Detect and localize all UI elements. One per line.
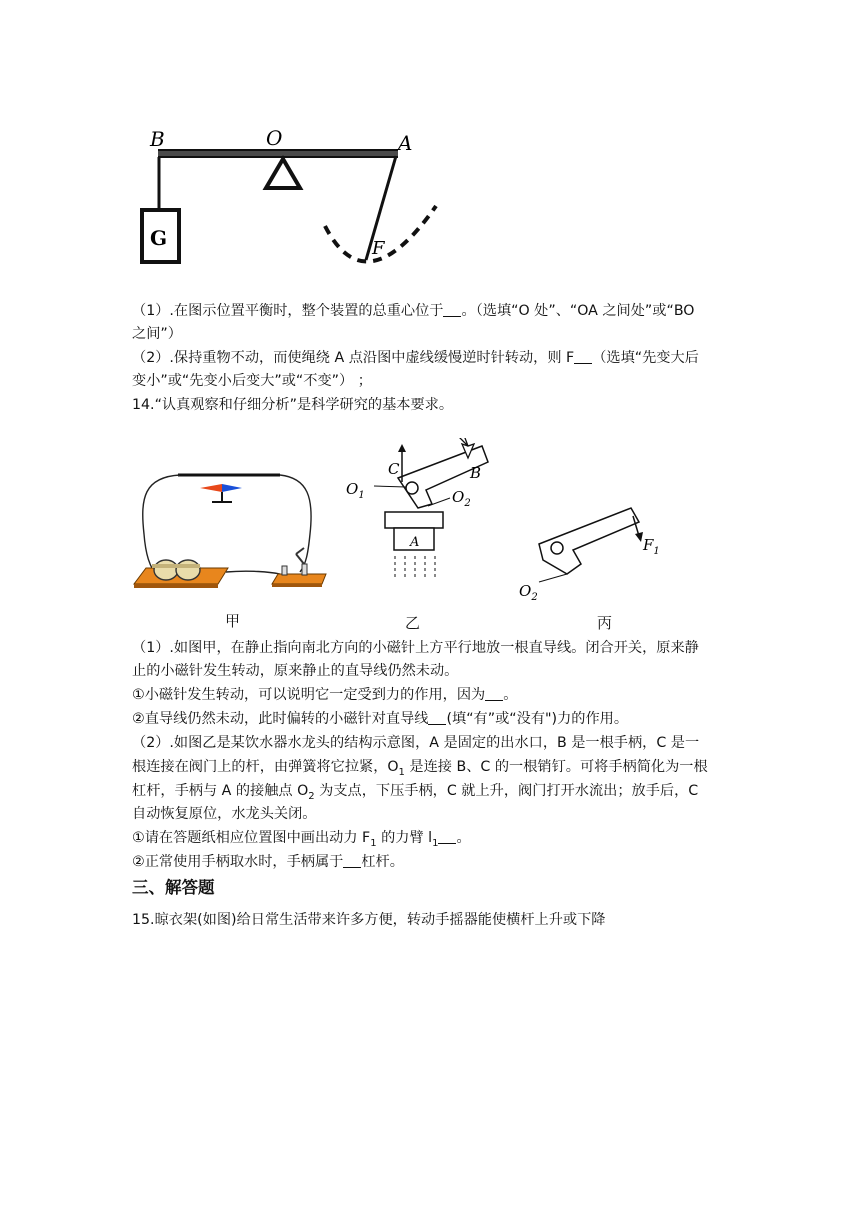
caption-yi: 乙 [405,614,421,632]
q13-part1-line2: 之间”） [132,326,182,342]
q14-part1-a: ①小磁针发生转动，可以说明它一定受到力的作用，因为 。 [132,687,518,703]
caption-jia: 甲 [225,612,241,630]
lever-bar [158,150,398,157]
figure-yi [340,438,505,588]
label-g: G [150,226,168,250]
label-f: F [372,238,385,259]
q14-part2-line2: 根连接在阀门上的杆，由弹簧将它拉紧，$O_1$ 是连接 B、C 的一根销钉。可将手柄简化为一根 [132,759,708,778]
figure-bing [515,500,675,605]
q13-part2: （2）.保持重物不动，而使绳绕 A 点沿图中虚线缓慢逆时针转动，则 F （选填“先变大后 [132,350,699,366]
q14-part2-line1: （2）.如图乙是某饮水器水龙头的结构示意图，A 是固定的出水口，B 是一根手柄，C 是一 [132,735,700,751]
label-a: A [410,535,420,550]
label-o1: $O_1$ [346,480,365,501]
lever-figure [130,128,450,280]
label-o2: $O_2$ [519,582,538,603]
q13-part2-line2: 变小”或“先变小后变大”或“不变”） ； [132,373,372,389]
battery-holder [134,560,228,588]
label-a: A [398,131,413,155]
compass-needle [200,484,242,502]
section-title: 三、解答题 [132,878,215,897]
fulcrum-triangle [266,159,300,188]
answer-blank[interactable] [443,302,461,317]
answer-blank[interactable] [343,853,361,868]
q14-part1-b: ②直导线仍然未动，此时偏转的小磁针对直导线 (填“有”或“没有")力的作用。 [132,711,629,727]
label-c: C [388,460,400,478]
q13-part1: （1）.在图示位置平衡时，整个装置的总重心位于 。（选填“O 处”、“OA 之间处”或“BO [132,303,695,319]
label-o2: $O_2$ [452,488,471,509]
caption-bing: 丙 [597,614,613,632]
switch [272,548,326,587]
simplified-handle [539,508,639,574]
q14-intro: 14.“认真观察和仔细分析”是科学研究的基本要求。 [132,397,454,413]
label-b: B [150,128,165,151]
q14-part1-line1: （1）.如图甲，在静止指向南北方向的小磁针上方平行地放一根直导线。闭合开关，原来静 [132,640,699,656]
answer-blank[interactable] [485,686,503,701]
q14-part2-a: ①请在答题纸相应位置图中画出动力 $F_1$ 的力臂 $l_1$ 。 [132,830,471,849]
q14-part1-line2: 止的小磁针发生转动，原来静止的直导线仍然未动。 [132,663,459,679]
q14-part2-b: ②正常使用手柄取水时，手柄属于 杠杆。 [132,854,404,870]
label-b: B [470,464,482,482]
answer-blank[interactable] [428,710,446,725]
q14-part2-line4: 自动恢复原位，水龙头关闭。 [132,806,317,822]
q14-part2-line3: 杠杆，手柄与 A 的接触点 $O_2$ 为支点，下压手柄，C 就上升，阀门打开水流出；放手后，C [132,783,699,802]
answer-blank[interactable] [438,829,456,844]
figure-jia [130,468,330,593]
label-o: O [266,128,283,150]
q15-text: 15.晾衣架(如图)给日常生活带来许多方便，转动手摇器能使横杆上升或下降 [132,912,606,928]
label-f1: $F_1$ [643,536,660,557]
answer-blank[interactable] [574,349,592,364]
